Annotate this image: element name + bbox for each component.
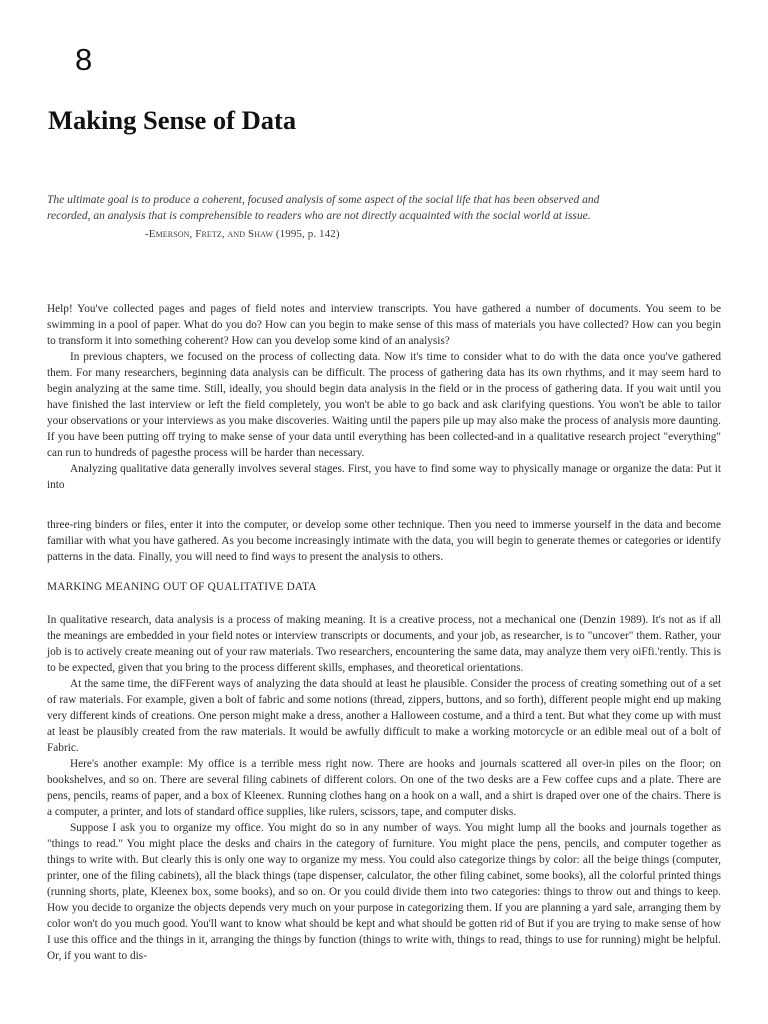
section-heading: MARKING MEANING OUT OF QUALITATIVE DATA — [47, 581, 317, 593]
epigraph-quote: The ultimate goal is to produce a coherent, focused analysis of some aspect of the social life that has been observed and recorded, an analysis that is comprehensible to readers who are not directly acquainted with the social world at issue. — [47, 194, 600, 222]
section-text — [47, 612, 721, 964]
section-paragraph: Here's another example: My office is a terrible mess right now. There are hooks and journals scattered all over-in piles on the floor; on bookshelves, and so on. There are several filing cabinets of different colors. On one of the two desks are a Few coffee cups and a plate. There are pens, pencils, reams of paper, and a box of Kleenex. Running clothes hang on a hook on a wall, and a shirt is draped over one of the chairs. There is a computer, a printer, and lots of standard office supplies, like rulers, scissors, tape, and computer disks. — [47, 758, 721, 818]
section-paragraph: Suppose I ask you to organize my office. You might do so in any number of ways. You might lump all the books and journals together as "things to read." You might place the desks and chairs in the category of furniture. You might place the pens, pencils, and computer together as things to write with. But clearly this is only one way to organize my mess. You could also categorize things by color: all the beige things (computer, printer, one of the filing cabinets), all the black things (tape dispenser, calculator, the other filing cabinet, some books), all the colorful printed things (running shorts, plate, Kleenex box, some books), and so on. Or you could divide them into two categories: things to throw out and things to keep. How you decide to organize the objects depends very much on your purpose in categorizing them. If you are planning a yard sale, arranging them by color won't do you much good. You'll want to know what should be kept and what should be gotten rid of But if you are trying to make sense of how I use this office and the things in it, arranging the things by function (things to write with, things to read, things to use for running) might be helpful. Or, if you want to dis- — [47, 822, 721, 962]
epigraph-attribution-names: -Emerson, Fretz, and Shaw — [145, 228, 274, 240]
epigraph-attribution-citation: (1995, p. 142) — [273, 228, 340, 240]
chapter-title: Making Sense of Data — [48, 105, 297, 135]
section-paragraph: At the same time, the diFFerent ways of analyzing the data should at least he plausible. Consider the process of creating something out of a set of raw materials. For example, given a bolt of fabric and some notions (thread, zippers, buttons, and so forth), different people might end up making very different kinds of creations. One person might make a dress, another a Halloween costume, and a third a tent. But what they come up with must at least be plausibly created from the raw materials. It would be awfully difficult to make a working motorcycle or an edible meal out of a bolt of Fabric. — [47, 678, 721, 754]
intro-continuation-paragraph: three-ring binders or files, enter it into the computer, or develop some other technique. Then you need to immerse yourself in the data and become familiar with what you have gathered. As you become increasingly intimate with the data, you will begin to generate themes or categories or identify patterns in the data. Finally, you will need to find ways to present the analysis to others. — [47, 519, 721, 563]
intro-paragraph: In previous chapters, we focused on the process of collecting data. Now it's time to consider what to do with the data once you've gathered them. For many researchers, beginning data analysis can be difficult. The process of gathering data has its own rhythms, and it may seem hard to begin analyzing at the same time. Still, ideally, you should begin data analysis in the field or in the process of gathering data. If you wait until you have finished the last interview or left the field completely, you won't be able to go back and ask clarifying questions. You won't be able to tailor your observations or your interviews as you make discoveries. Waiting until the papers pile up may also make the process of analysis more daunting. If you have been putting off trying to make sense of your data until everything has been collected-and in a qualitative research project "everything" can run to hundreds of pagesthe process will be harder than necessary. — [47, 351, 721, 459]
intro-paragraph: Analyzing qualitative data generally involves several stages. First, you have to find some way to physically manage or organize the data: Put it into — [47, 463, 721, 491]
chapter-number: 8 — [75, 42, 93, 77]
intro-text — [47, 301, 721, 493]
intro-paragraph: Help! You've collected pages and pages of field notes and interview transcripts. You have gathered a number of documents. You seem to be swimming in a pool of paper. What do you do? How can you begin to make sense of this mass of materials you have collected? How can you begin to transform it into something coherent? How can you develop some kind of an analysis? — [47, 303, 721, 347]
epigraph-attribution — [145, 228, 340, 240]
section-paragraph: In qualitative research, data analysis is a process of making meaning. It is a creative process, not a mechanical one (Denzin 1989). It's not as if all the meanings are embedded in your field notes or interview transcripts or documents, and your job, as researcher, is to "uncover" them. Rather, your job is to actively create meaning out of your raw materials. Two researchers, encountering the same data, may analyze them very oiFfi.'rently. This is to be expected, given that you bring to the process different skills, emphases, and theoretical orientations. — [47, 614, 721, 674]
intro-continuation — [47, 517, 721, 565]
